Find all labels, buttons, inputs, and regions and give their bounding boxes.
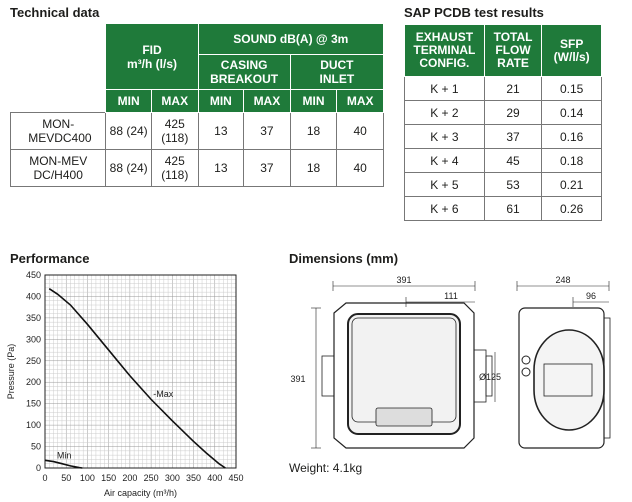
svg-text:111: 111 — [444, 291, 458, 301]
sap-heading: SAP PCDB test results — [404, 5, 544, 20]
offset-dimension — [406, 291, 475, 307]
weight-label: Weight: 4.1kg — [289, 461, 363, 475]
duct-max-cell: 40 — [337, 113, 384, 150]
sfp-cell: 0.15 — [542, 77, 602, 101]
duct-min-cell: 18 — [290, 150, 337, 187]
duct-inlet-header: DUCT INLET — [290, 55, 383, 90]
height-dimension — [290, 308, 321, 448]
svg-text:391: 391 — [396, 275, 412, 285]
flow-cell: 53 — [484, 173, 542, 197]
y-tick-label: 400 — [25, 291, 41, 302]
width-dimension — [333, 275, 475, 291]
dimensions-drawing — [286, 268, 626, 458]
svg-text:391: 391 — [290, 374, 306, 384]
x-tick-label: 300 — [164, 473, 180, 483]
table-row — [405, 197, 602, 221]
duct-min-header: MIN — [290, 90, 337, 113]
side-offset-dimension — [573, 291, 609, 307]
config-cell: K + 2 — [405, 101, 485, 125]
x-axis-label: Air capacity (m³/h) — [103, 488, 178, 498]
series-line-min — [45, 460, 82, 468]
sfp-cell: 0.16 — [542, 125, 602, 149]
dimensions-heading: Dimensions (mm) — [289, 251, 399, 266]
table-row — [405, 173, 602, 197]
flow-cell: 21 — [484, 77, 542, 101]
y-tick-label: 150 — [25, 398, 41, 409]
sfp-cell: 0.18 — [542, 149, 602, 173]
table-row — [405, 77, 602, 101]
x-tick-label: 150 — [101, 473, 117, 483]
casing-min-header: MIN — [198, 90, 244, 113]
y-tick-label: 50 — [30, 441, 41, 452]
flow-cell: 37 — [484, 125, 542, 149]
fid-max-cell: 425 (118) — [151, 150, 198, 187]
x-tick-label: 250 — [143, 473, 159, 483]
duct-max-cell: 40 — [337, 150, 384, 187]
casing-max-cell: 37 — [244, 113, 291, 150]
duct-max-header: MAX — [337, 90, 384, 113]
svg-text:Ø125: Ø125 — [479, 372, 502, 382]
series-label-min: Min — [56, 450, 72, 461]
config-header: EXHAUST TERMINAL CONFIG. — [405, 25, 485, 77]
y-tick-label: 250 — [25, 355, 41, 366]
sap-results-table — [404, 24, 602, 221]
side-view — [519, 308, 610, 448]
x-tick-label: 350 — [186, 473, 202, 483]
table-row — [405, 149, 602, 173]
technical-data-heading: Technical data — [10, 5, 100, 20]
x-tick-label: 0 — [42, 473, 48, 483]
y-tick-label: 200 — [25, 377, 41, 388]
model-cell: MON-MEV DC/H400 — [11, 150, 106, 187]
plot-frame — [45, 275, 236, 468]
front-view — [322, 303, 492, 448]
fid-max-header: MAX — [151, 90, 198, 113]
x-tick-label: 50 — [61, 473, 72, 483]
flow-cell: 61 — [484, 197, 542, 221]
y-axis-label: Pressure (Pa) — [6, 343, 16, 400]
fid-min-cell: 88 (24) — [106, 113, 152, 150]
casing-min-cell: 13 — [198, 113, 244, 150]
config-cell: K + 5 — [405, 173, 485, 197]
y-tick-label: 0 — [35, 463, 41, 473]
performance-heading: Performance — [10, 251, 90, 266]
x-tick-label: 100 — [79, 473, 95, 483]
sfp-cell: 0.21 — [542, 173, 602, 197]
fid-label: FID — [142, 42, 162, 57]
y-tick-label: 300 — [25, 334, 41, 345]
svg-text:96: 96 — [585, 291, 597, 301]
y-tick-label: 450 — [25, 270, 41, 280]
fid-min-header: MIN — [106, 90, 152, 113]
config-cell: K + 4 — [405, 149, 485, 173]
duct-min-cell: 18 — [290, 113, 337, 150]
config-cell: K + 6 — [405, 197, 485, 221]
casing-min-cell: 13 — [198, 150, 244, 187]
table-row — [405, 125, 602, 149]
fid-unit: m³/h (l/s) — [126, 56, 177, 71]
sfp-cell: 0.26 — [542, 197, 602, 221]
casing-max-cell: 37 — [244, 150, 291, 187]
sound-header: SOUND dB(A) @ 3m — [198, 24, 383, 55]
fid-min-cell: 88 (24) — [106, 150, 152, 187]
fid-max-cell: 425 (118) — [151, 113, 198, 150]
flow-cell: 45 — [484, 149, 542, 173]
series-line-max — [49, 289, 225, 468]
sfp-header: SFP (W/l/s) — [542, 25, 602, 77]
casing-max-header: MAX — [244, 90, 291, 113]
table-row — [11, 113, 384, 150]
x-tick-label: 200 — [122, 473, 138, 483]
fid-header — [106, 24, 198, 90]
casing-breakout-header: CASING BREAKOUT — [198, 55, 290, 90]
svg-text:248: 248 — [555, 275, 571, 285]
x-tick-label: 400 — [207, 473, 223, 483]
x-tick-label: 450 — [228, 473, 244, 483]
flow-cell: 29 — [484, 101, 542, 125]
table-row — [11, 150, 384, 187]
performance-chart — [0, 265, 250, 502]
model-cell: MON-MEVDC400 — [11, 113, 106, 150]
table-row — [405, 101, 602, 125]
technical-data-table — [10, 23, 384, 187]
config-cell: K + 1 — [405, 77, 485, 101]
sfp-cell: 0.14 — [542, 101, 602, 125]
series-label-max: -Max — [153, 389, 174, 400]
depth-dimension — [517, 275, 609, 291]
flow-rate-header: TOTAL FLOW RATE — [484, 25, 542, 77]
y-tick-label: 350 — [25, 312, 41, 323]
diameter-dimension — [479, 352, 501, 402]
config-cell: K + 3 — [405, 125, 485, 149]
y-tick-label: 100 — [25, 420, 41, 431]
